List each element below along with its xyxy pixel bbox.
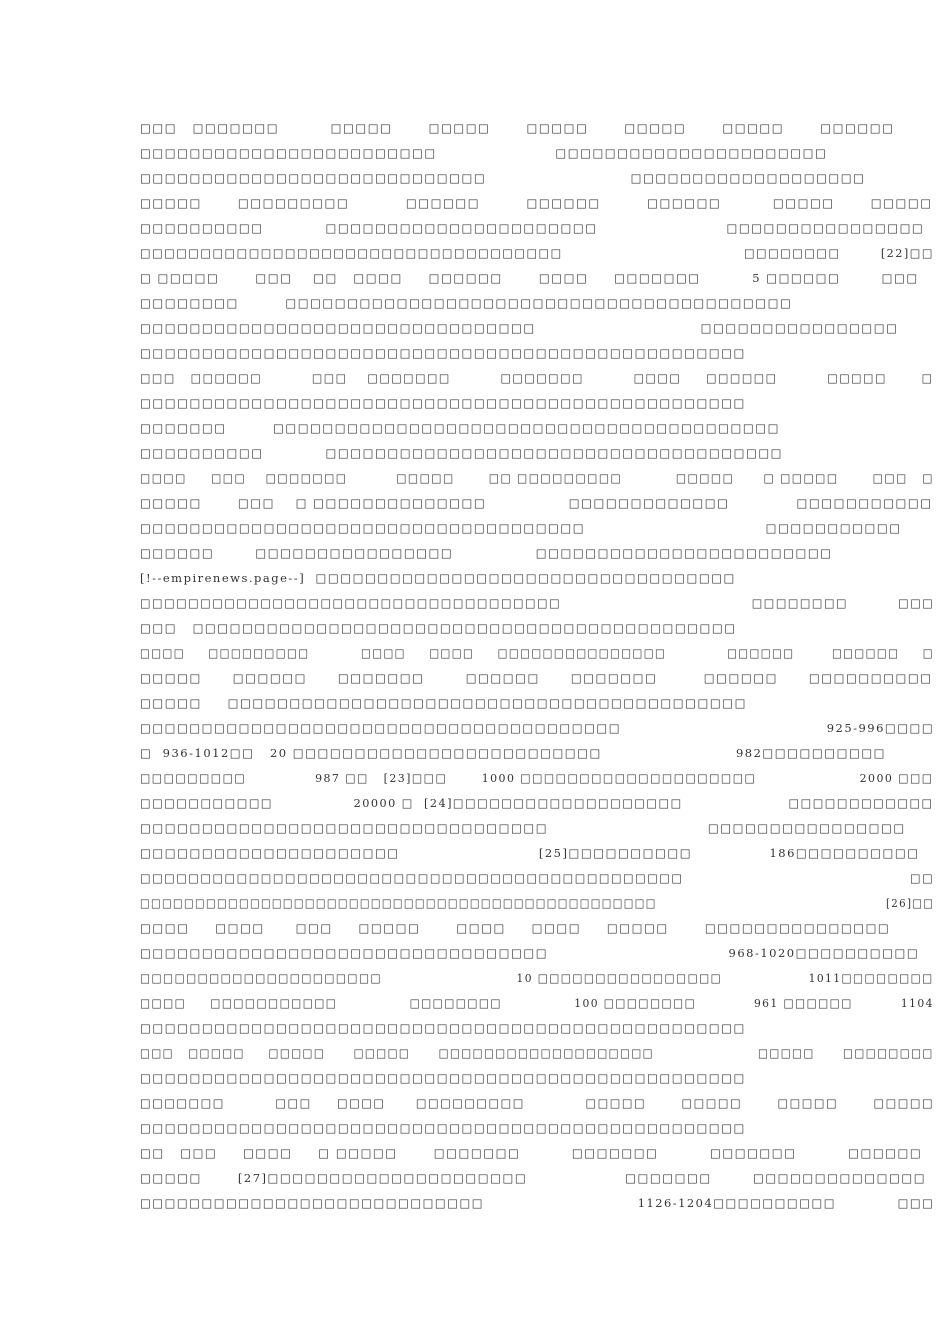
text-line: □□□ □□□□□□□ □□□□□ □□□□□ □□□□□ □□□□□ □□□□□ □□□□□□ [140, 121, 895, 135]
text-line: □□□□□□□□□□□□□□□□□□□□□□□□□□□□□□□□□□□ □□□□□□□□ [22]□□ [140, 246, 934, 260]
text-line: □□ □□□ □□□□ □ □□□□□ □□□□□□□ □□□□□□□ □□□□□□□ □□□□□□ [140, 1146, 923, 1160]
text-line: □□□□□□□ □□□□□□□□□□□□□□□□□□□□□□□□□□□□□□□□□□□□□□□□□ [140, 421, 780, 435]
text-line: □□□ □□□□□□ □□□ □□□□□□□ □□□□□□□ □□□□ □□□□□□ □□□□□ □ [140, 371, 934, 385]
text-line: □□□□ □□□□□□□□□ □□□□ □□□□ □□□□□□□□□□□□□□□ □□□□□□ □□□□□□ □ [140, 646, 934, 660]
text-line: □□□□ □□□□ □□□ □□□□□ □□□□ □□□□ □□□□□ □□□□□□□□□□□□□□□ [140, 921, 891, 935]
text-line: □□□ □□□□□□□□□□□□□□□□□□□□□□□□□□□□□□□□□□□□□□□□□□□□ [140, 621, 737, 635]
text-line: □□□□□□□□□□□□□□□□□□□□□□□□□□□□□□□□□ □□□□□□□□□□□□□□□□ [140, 821, 906, 835]
text-line: □ □□□□□ □□□ □□ □□□□ □□□□□□ □□□□ □□□□□□□ 5 □□□□□□ □□□ [140, 271, 919, 285]
text-line: [!--empirenews.page--] □□□□□□□□□□□□□□□□□□□□□□□□□□□□□□□□□□ [140, 571, 736, 585]
text-line: □□□□□□□□□□□□□□□□□□□□□□□□□□□□□□□□□□□□□□□□□□□□□□□□□ [140, 1071, 746, 1085]
text-line: □□□□□ □□□ □ □□□□□□□□□□□□□□ □□□□□□□□□□□□□ □□□□□□□□□□□ [140, 496, 933, 510]
text-line: □□□□□□ □□□□□□□□□□□□□□□□ □□□□□□□□□□□□□□□□□□□□□□□□ [140, 546, 833, 560]
text-line: □□□□□□□□□□□□□□□□□□□□□□□□□□□□□□□□□□□□□□□□□□□□□□□□□ [140, 1021, 746, 1035]
text-line: □□□□ □□□ □□□□□□□ □□□□□ □□ □□□□□□□□□ □□□□□ □ □□□□□ □□□ □ [140, 471, 934, 485]
text-line: □□□□□□□□□□ □□□□□□□□□□□□□□□□□□□□□□ □□□□□□□□□□□□□□□□ [140, 221, 925, 235]
text-line: □□□□□□□□□□□□□□□□□□□□□□□□□□□□□□□□□□□□ □□□□□□□□□□□ [140, 521, 902, 535]
text-line: □□□□□□□□□□□□□□□□□□□□□□□□□□□□ □□□□□□□□□□□□□□□□□□□ [140, 171, 866, 185]
text-line: □□□□□□□□□□□□□□□□□□□□□□□□□□□□ 1126-1204□□□□□□□□□□ □□□ [140, 1196, 935, 1210]
text-line: □□□□ □□□□□□□□□□□ □□□□□□□□ 100 □□□□□□□□ 961 □□□□□□ 1104 [140, 996, 934, 1010]
text-line: □□□□□□□□□□□□□□□□□□□□□ 10 □□□□□□□□□□□□□□□□ 1011□□□□□□□□ [140, 971, 934, 985]
text-line: □□□ □□□□□ □□□□□ □□□□□ □□□□□□□□□□□□□□□□□□□ □□□□□ □□□□□□□□ [140, 1046, 934, 1060]
text-line: □□□□□ [27]□□□□□□□□□□□□□□□□□□□□□ □□□□□□□ □□□□□□□□□□□□□□ [140, 1171, 927, 1185]
text-line: □□□□□□□□□□□□□□□□□□□□□□□□□□□□□□□□ □□□□□□□□□□□□□□□□ [140, 321, 899, 335]
text-line: □□□□□□□□□□□□□□□□□□□□□□□□□□□□□□□□□□□□□□□□□□□□□□□ [26]□□ [140, 896, 935, 910]
text-line: □□□□□□□□□□□□□□□□□□□□□□□□□□□□□□□□□□□□□□□□□□□□□ □□ [140, 871, 935, 885]
text-line: □□□□□□□□□□□□□□□□□□□□□□□□□□□□□□□□□ 968-1020□□□□□□□□□□ [140, 946, 920, 960]
text-line: □□□□□□□□□□□□□□□□□□□□□□□□□□□□□□□□□□□□□□□ 925-996□□□□ [140, 721, 935, 735]
text-line: □□□□□□□□□□□□□□□□□□□□□□□□□□□□□□□□□□□□□□□□□□□□□□□□□ [140, 1121, 746, 1135]
text-line: □□□□□□□□□□□□□□□□□□□□□□□□□□□□□□□□□□□□□□□□□□□□□□□□□ [140, 396, 746, 410]
text-line: □□□□□ □□□□□□□□□ □□□□□□ □□□□□□ □□□□□□ □□□□□ □□□□□ [140, 196, 933, 210]
text-line: □□□□□□□□ □□□□□□□□□□□□□□□□□□□□□□□□□□□□□□□□□□□□□□□□□ [140, 296, 793, 310]
text-line: □□□□□□□□□□□ 20000 □ [24]□□□□□□□□□□□□□□□□□□□ □□□□□□□□□□□□ [140, 796, 934, 810]
text-line: □□□□□□□□□□□□□□□□□□□□□ [25]□□□□□□□□□□ 186□□□□□□□□□□ [140, 846, 920, 860]
text-line: □□□□□□□□□ 987 □□ [23]□□□ 1000 □□□□□□□□□□□□□□□□□□□□ 2000 □□□ [140, 771, 934, 785]
text-line: □□□□□ □□□□□□ □□□□□□□ □□□□□□ □□□□□□□ □□□□□□ □□□□□□□□□□ [140, 671, 933, 685]
text-line: □□□□□□□□□□□□□□□□□□□□□□□□□□□□□□□□□□□ □□□□□□□□ □□□ [140, 596, 935, 610]
text-line: □□□□□□□□□□ □□□□□□□□□□□□□□□□□□□□□□□□□□□□□□□□□□□□□ [140, 446, 784, 460]
text-line: □ 936-1012□□ 20 □□□□□□□□□□□□□□□□□□□□□□□□□ 982□□□□□□□□□□ [140, 746, 887, 760]
text-line: □□□□□□□ □□□ □□□□ □□□□□□□□□ □□□□□ □□□□□ □□□□□ □□□□□ [140, 1096, 935, 1110]
text-line: □□□□□ □□□□□□□□□□□□□□□□□□□□□□□□□□□□□□□□□□□□□□□□□□ [140, 696, 747, 710]
text-line: □□□□□□□□□□□□□□□□□□□□□□□□□□□□□□□□□□□□□□□□□□□□□□□□□ [140, 346, 746, 360]
text-line: □□□□□□□□□□□□□□□□□□□□□□□□ □□□□□□□□□□□□□□□□□□□□□□ [140, 146, 828, 160]
